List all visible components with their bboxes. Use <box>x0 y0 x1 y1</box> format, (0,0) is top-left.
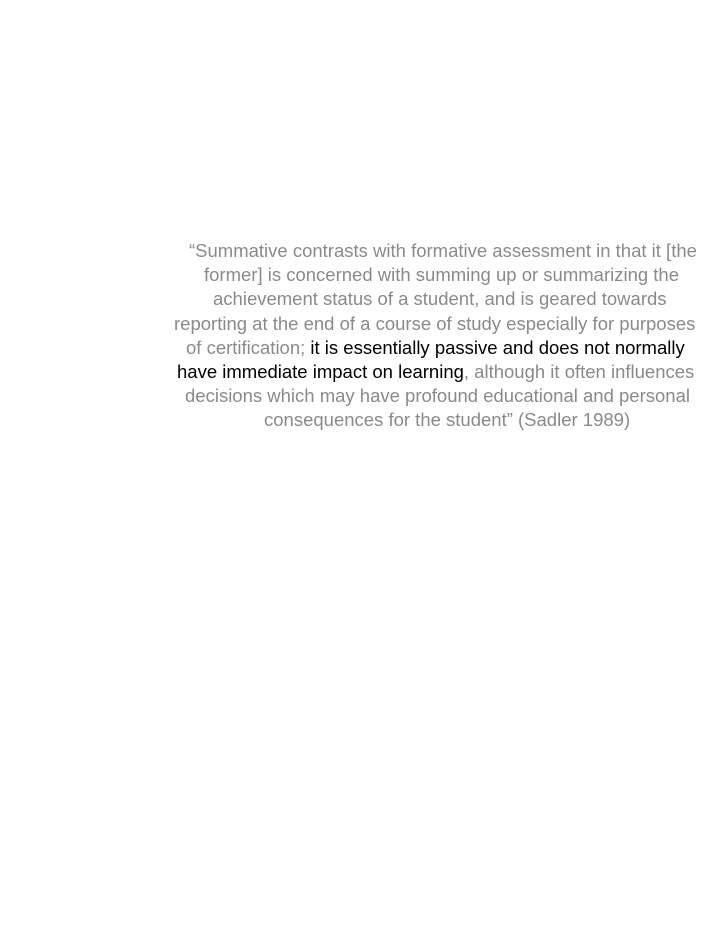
quote-text: “Summative contrasts with formative assessment in that it [the <box>189 240 697 261</box>
quote-line <box>0 312 728 336</box>
quote-line <box>0 263 728 287</box>
quote-line <box>0 384 728 408</box>
quote-text: , although it often influences <box>463 360 695 382</box>
quote-line <box>0 336 728 360</box>
quote-line <box>0 408 728 432</box>
sadler-quote <box>0 239 728 433</box>
quote-line <box>0 287 728 311</box>
quote-emphasis-text: it is essentially passive and does not normally <box>310 336 685 358</box>
quote-text: decisions which may have profound educational and personal <box>185 385 690 407</box>
quote-text: former] is concerned with summing up or summarizing the <box>204 264 680 286</box>
quote-text: achievement status of a student, and is geared towards <box>213 288 667 310</box>
quote-emphasis-text: have immediate impact on learning <box>177 360 464 382</box>
quote-text: consequences for the student” (Sadler 1989) <box>264 409 631 431</box>
quote-text: of certification; <box>186 336 311 358</box>
quote-line <box>0 239 728 263</box>
quote-line <box>0 360 728 384</box>
quote-text: reporting at the end of a course of study especially for purposes <box>174 312 696 334</box>
